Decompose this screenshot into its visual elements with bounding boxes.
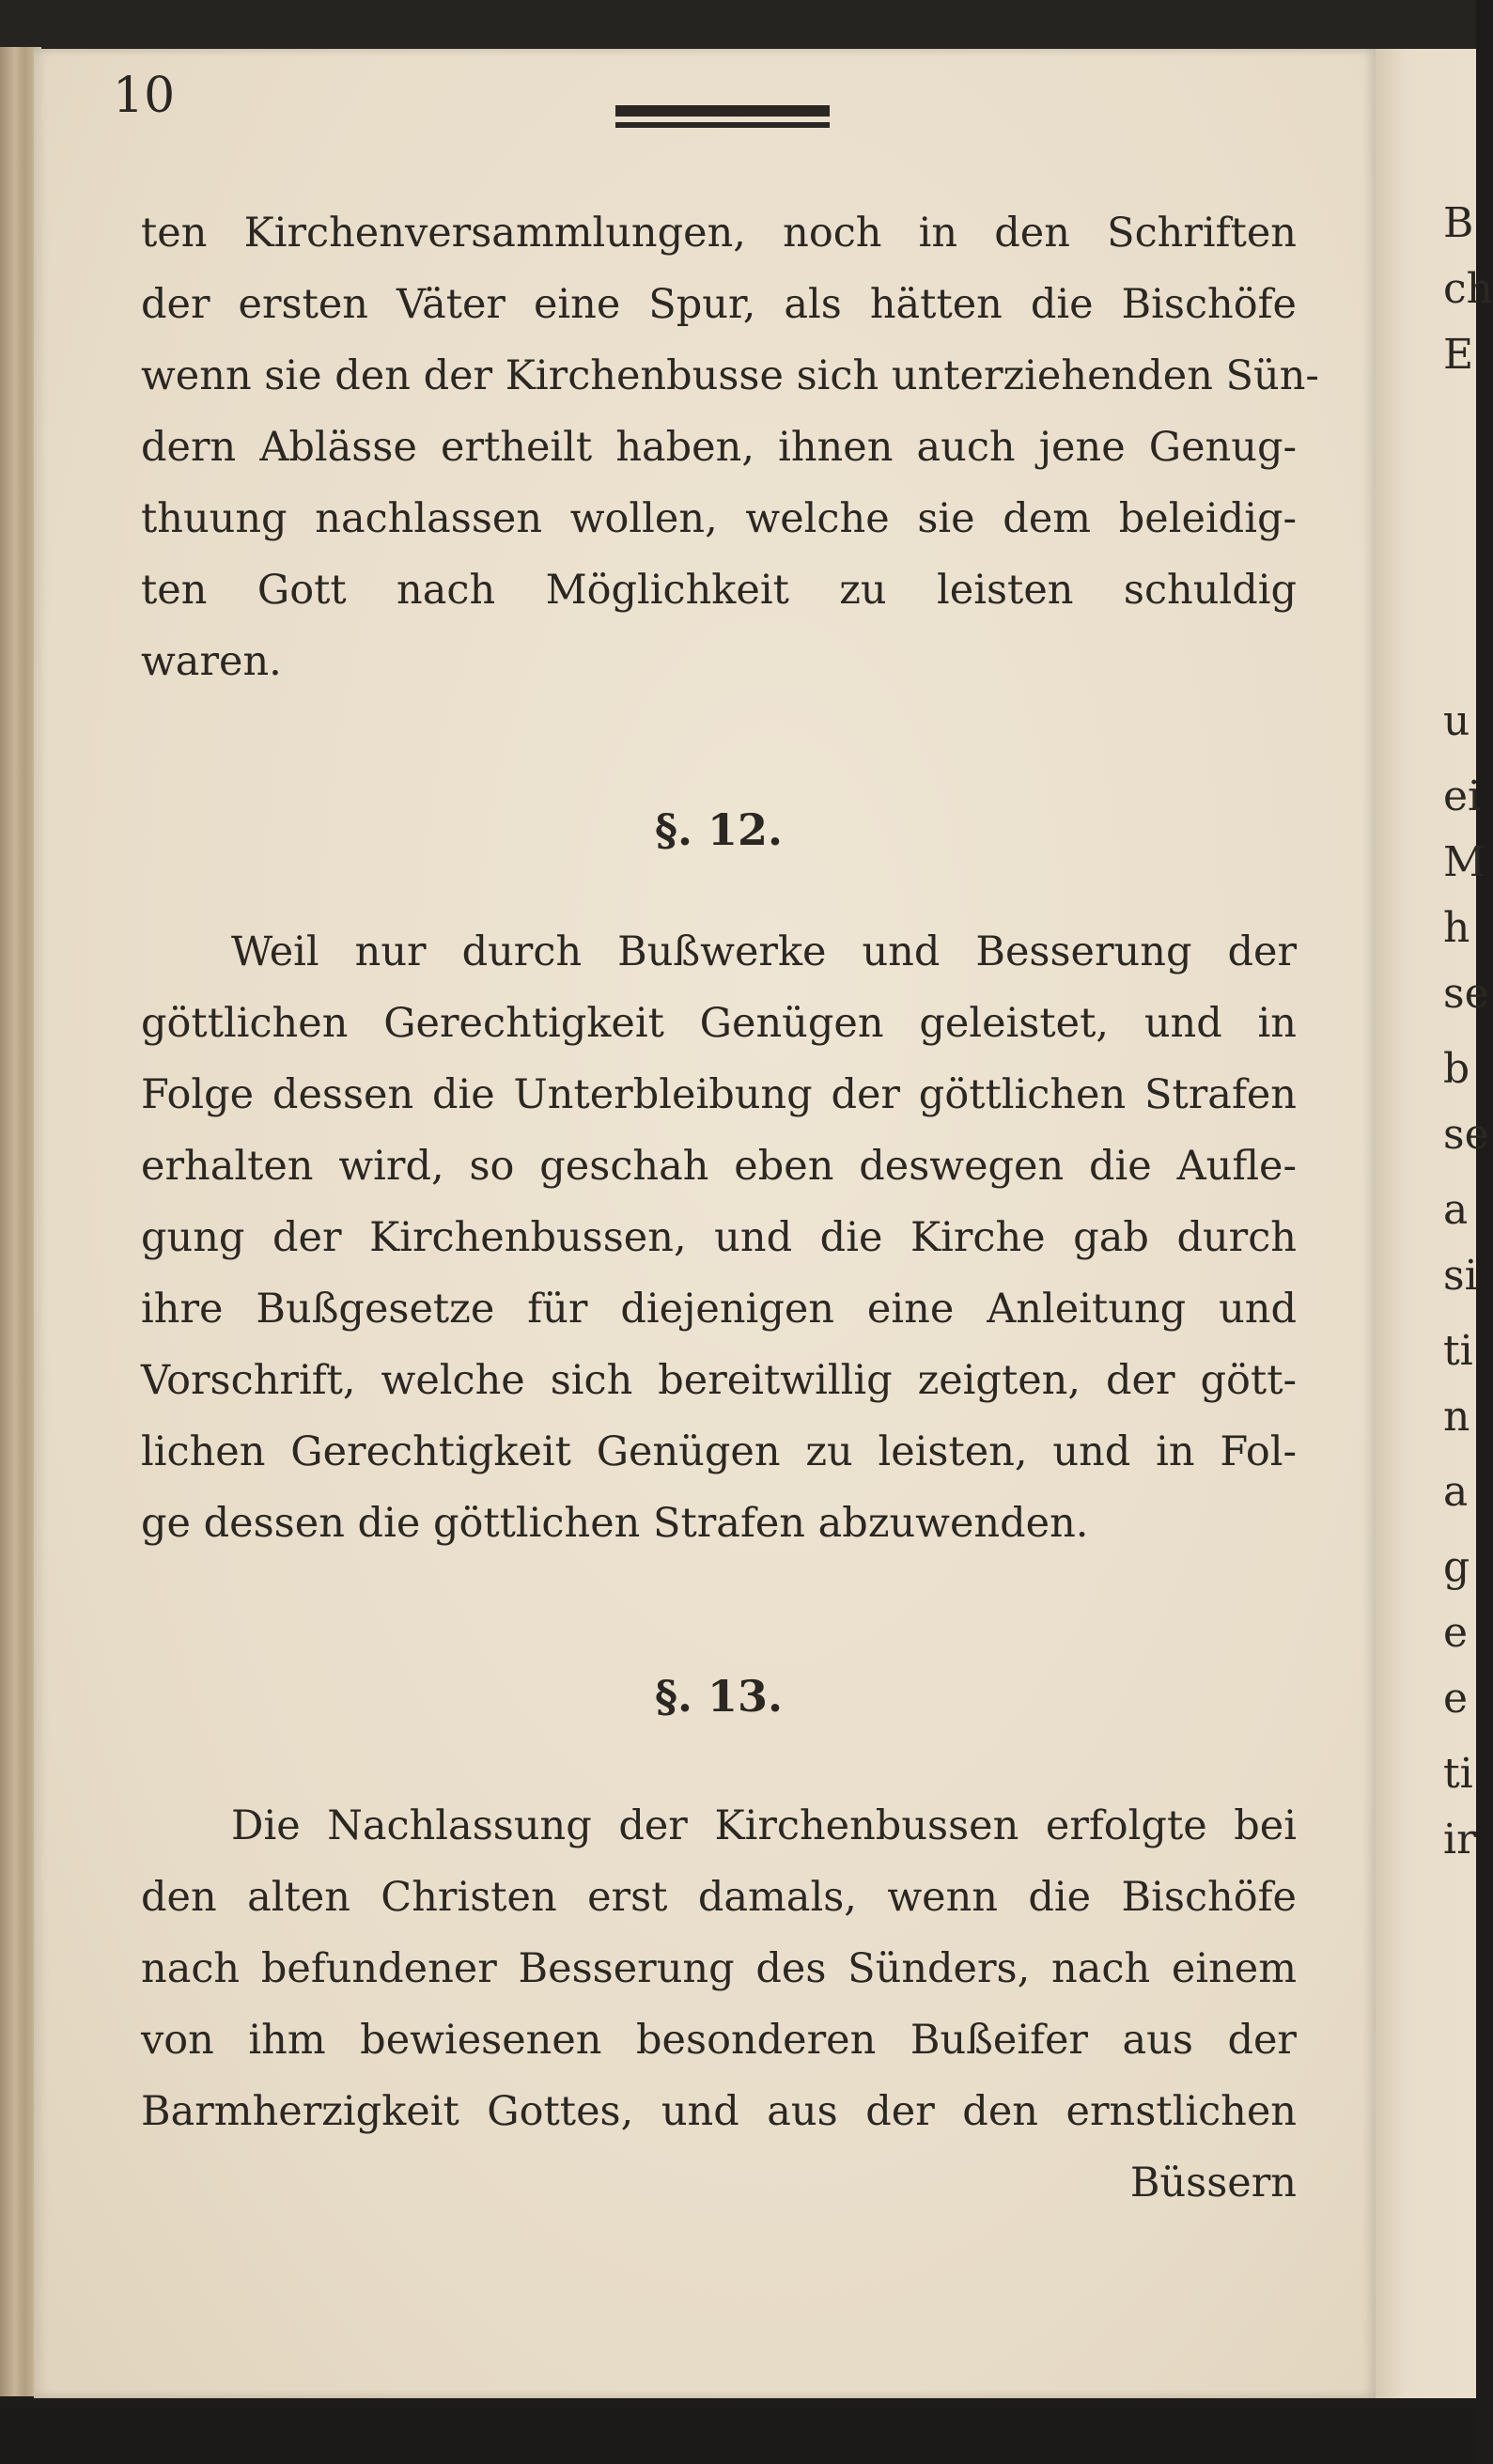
next-page-char: M: [1443, 838, 1486, 886]
next-page-char: ti: [1443, 1327, 1473, 1375]
next-page-char: E: [1443, 331, 1474, 379]
text-line: Die Nachlassung der Kirchenbussen erfolgte bei: [231, 1802, 1297, 1849]
next-page-char: ei: [1443, 772, 1482, 820]
next-page-char: b: [1443, 1045, 1470, 1093]
next-page-char: se: [1443, 1111, 1489, 1159]
text-line: ten Gott nach Möglichkeit zu leisten schuldig: [141, 567, 1297, 614]
text-line: Weil nur durch Bußwerke und Besserung der: [231, 928, 1297, 975]
text-line: wenn sie den der Kirchenbusse sich unterziehenden Sün-: [141, 352, 1319, 399]
next-page-char: e: [1443, 1609, 1469, 1657]
text-line: den alten Christen erst damals, wenn die Bischöfe: [141, 1874, 1297, 1921]
text-line: ten Kirchenversammlungen, noch in den Schriften: [141, 210, 1297, 257]
text-line: göttlichen Gerechtigkeit Genügen geleistet, und in: [141, 1000, 1297, 1047]
next-page-char: se: [1443, 970, 1489, 1018]
text-line: der ersten Väter eine Spur, als hätten die Bischöfe: [141, 281, 1297, 328]
text-line: Barmherzigkeit Gottes, und aus der den ernstlichen: [141, 2088, 1297, 2135]
book-bottom-edge: [0, 2408, 1476, 2464]
book-top-edge: [0, 0, 1476, 53]
text-line: erhalten wird, so geschah eben deswegen die Aufle-: [141, 1143, 1297, 1190]
next-page-char: e: [1443, 1675, 1469, 1723]
next-page-char: ch: [1443, 265, 1493, 313]
text-line: nach befundener Besserung des Sünders, nach einem: [141, 1945, 1297, 1992]
text-line: ihre Bußgesetze für diejenigen eine Anleitung und: [141, 1286, 1297, 1333]
next-page-char: a: [1443, 1186, 1469, 1234]
next-page-char: u: [1443, 697, 1470, 745]
text-line: lichen Gerechtigkeit Genügen zu leisten, und in Fol-: [141, 1428, 1297, 1475]
catchword: Büssern: [1129, 2160, 1297, 2207]
next-page-char: h: [1443, 904, 1470, 952]
next-page-char: si: [1443, 1252, 1478, 1300]
text-line: Vorschrift, welche sich bereitwillig zeigten, der gött-: [141, 1357, 1297, 1404]
text-line: gung der Kirchenbussen, und die Kirche gab durch: [141, 1214, 1297, 1261]
text-line: ge dessen die göttlichen Strafen abzuwenden.: [141, 1500, 1089, 1547]
page-number: 10: [113, 68, 176, 124]
section-heading-12: §. 12.: [654, 804, 784, 855]
paragraph-2: [141, 916, 1297, 1559]
next-page-char: a: [1443, 1468, 1469, 1516]
paragraph-3: [141, 1790, 1297, 2219]
paragraph-1: [141, 197, 1319, 697]
next-page-char: ir: [1443, 1816, 1477, 1864]
text-line: Folge dessen die Unterbleibung der göttlichen Strafen: [141, 1071, 1297, 1118]
text-line: thuung nachlassen wollen, welche sie dem beleidig-: [141, 495, 1297, 542]
section-heading-13: §. 13.: [654, 1671, 784, 1722]
next-page-char: B: [1443, 199, 1474, 247]
next-page-char: ti: [1443, 1750, 1473, 1798]
text-line: waren.: [141, 638, 282, 685]
header-ornament: [615, 98, 830, 141]
next-page-char: n: [1443, 1393, 1470, 1441]
text-line: dern Ablässe ertheilt haben, ihnen auch jene Genug-: [141, 424, 1297, 471]
next-page-char: g: [1443, 1543, 1470, 1591]
text-line: von ihm bewiesenen besonderen Bußeifer aus der: [141, 2017, 1297, 2064]
